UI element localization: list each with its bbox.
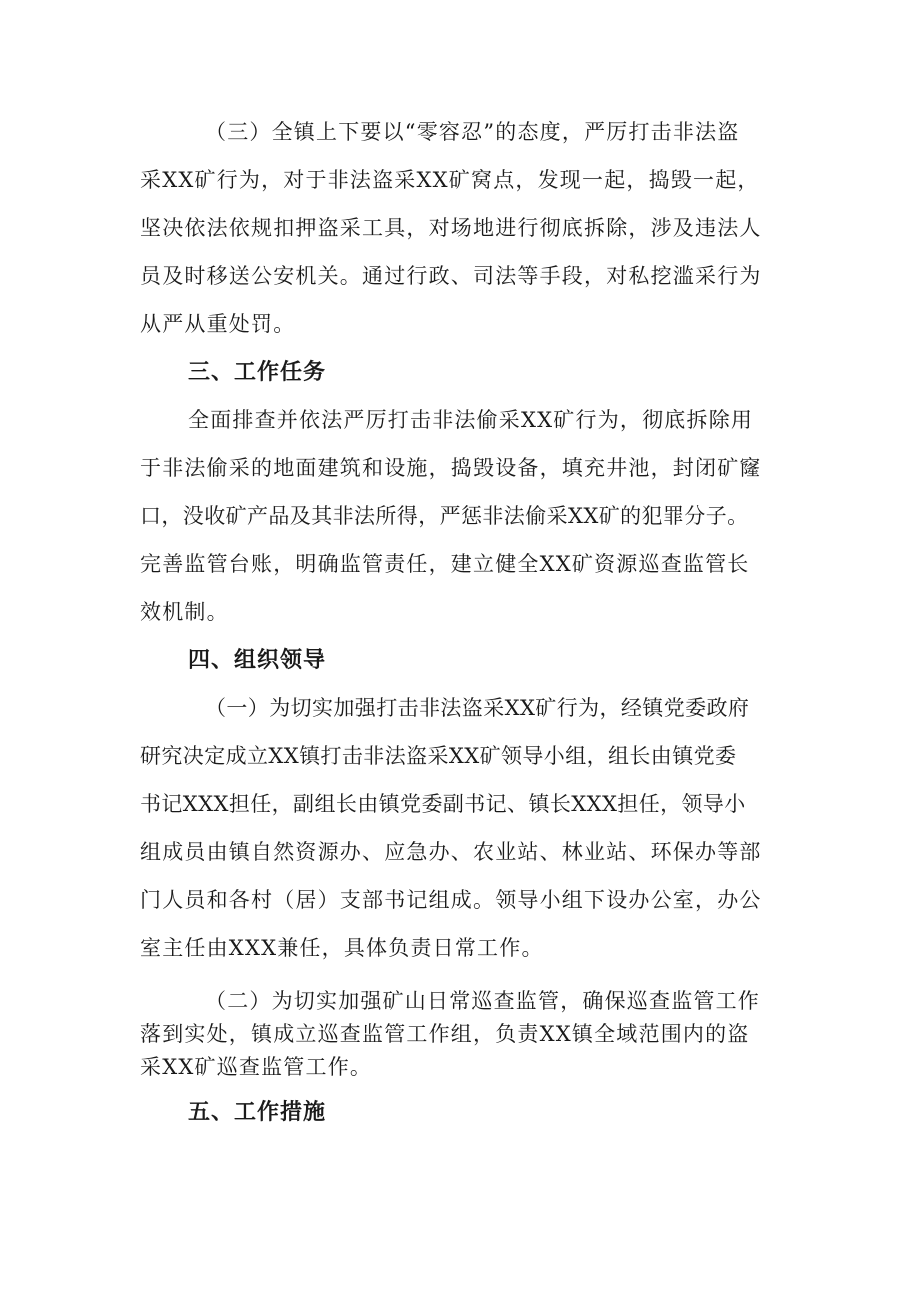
paragraph-3-line-1: （三）全镇上下要以“零容忍”的态度，严厉打击非法盗	[205, 120, 740, 144]
org-paragraph-2-line-3: 采XX矿巡查监管工作。	[140, 1055, 373, 1079]
org-paragraph-2-line-1: （二）为切实加强矿山日常巡查监管，确保巡查监管工作	[205, 989, 760, 1013]
org-paragraph-1-line-2: 研究决定成立XX镇打击非法盗采XX矿领导小组，组长由镇党委	[140, 744, 737, 768]
tasks-paragraph-line-4: 完善监管台账，明确监管责任，建立健全XX矿资源巡查监管长	[140, 552, 750, 576]
tasks-paragraph-line-5: 效机制。	[140, 600, 229, 624]
org-paragraph-1-line-3: 书记XXX担任，副组长由镇党委副书记、镇长XXX担任，领导小	[140, 792, 746, 816]
section-heading-work-tasks: 三、工作任务	[188, 360, 327, 385]
paragraph-3-line-2: 采XX矿行为，对于非法盗采XX矿窝点，发现一起，捣毁一起，	[140, 168, 760, 192]
section-heading-measures: 五、工作措施	[188, 1100, 327, 1125]
tasks-paragraph-line-1: 全面排查并依法严厉打击非法偷采XX矿行为，彻底拆除用	[188, 408, 754, 432]
paragraph-3-line-5: 从严从重处罚。	[140, 312, 296, 336]
paragraph-3-line-3: 坚决依法依规扣押盗采工具，对场地进行彻底拆除，涉及违法人	[140, 216, 762, 240]
paragraph-3-line-4: 员及时移送公安机关。通过行政、司法等手段，对私挖滥采行为	[140, 264, 762, 288]
tasks-paragraph-line-2: 于非法偷采的地面建筑和设施，捣毁设备，填充井池，封闭矿窿	[140, 456, 762, 480]
org-paragraph-1-line-6: 室主任由XXX兼任，具体负责日常工作。	[140, 936, 544, 960]
org-paragraph-1-line-1: （一）为切实加强打击非法盗采XX矿行为，经镇党委政府	[205, 696, 750, 720]
org-paragraph-2-line-2: 落到实处，镇成立巡查监管工作组，负责XX镇全域范围内的盗	[140, 1022, 750, 1046]
org-paragraph-1-line-4: 组成员由镇自然资源办、应急办、农业站、林业站、环保办等部	[140, 840, 762, 864]
org-paragraph-1-line-5: 门人员和各村（居）支部书记组成。领导小组下设办公室，办公	[140, 888, 762, 912]
section-heading-organization: 四、组织领导	[188, 648, 327, 673]
tasks-paragraph-line-3: 口，没收矿产品及其非法所得，严惩非法偷采XX矿的犯罪分子。	[140, 504, 749, 528]
